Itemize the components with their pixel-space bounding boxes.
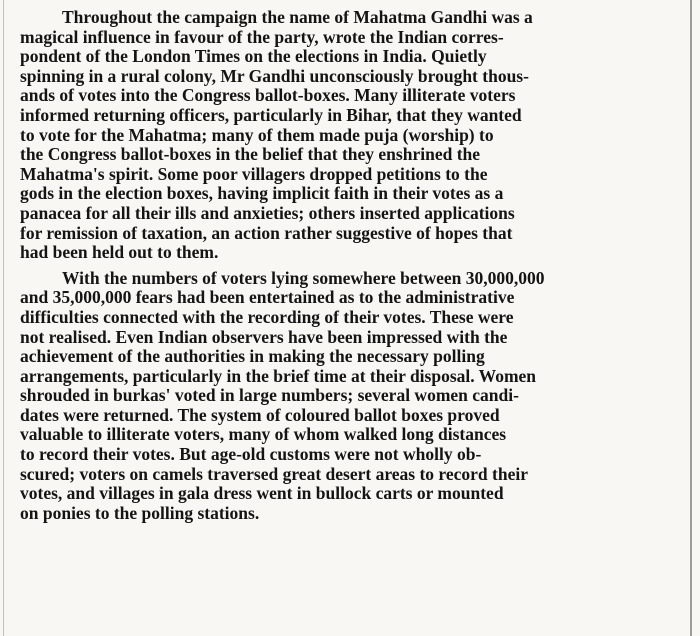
left-column-rule [3, 0, 4, 636]
text-line: panacea for all their ills and anxieties; others inserted applications [20, 202, 515, 223]
text-line: to record their votes. But age-old customs were not wholly ob- [20, 444, 482, 465]
text-line: achievement of the authorities in making the necessary polling [20, 346, 485, 367]
text-line: difficulties connected with the recording of their votes. These were [20, 306, 514, 327]
text-line: and 35,000,000 fears had been entertained as to the administrative [20, 287, 515, 308]
text-line: for remission of taxation, an action rather suggestive of hopes that [20, 222, 513, 243]
text-line: scured; voters on camels traversed great desert areas to record their [20, 463, 528, 484]
article-text [20, 8, 672, 523]
text-line: Mahatma's spirit. Some poor villagers dropped petitions to the [20, 163, 488, 184]
text-line: pondent of the London Times on the elections in India. Quietly [20, 46, 487, 67]
text-line: votes, and villages in gala dress went in bullock carts or mounted [20, 483, 504, 504]
text-line: informed returning officers, particularly in Bihar, that they wanted [20, 104, 522, 125]
text-line: arrangements, particularly in the brief time at their disposal. Women [20, 365, 537, 386]
paragraph-campaign [20, 8, 672, 263]
text-line: shrouded in burkas' voted in large numbers; several women candi- [20, 385, 519, 406]
text-line: magical influence in favour of the party, wrote the Indian corres- [20, 26, 504, 47]
text-line: ands of votes into the Congress ballot-boxes. Many illiterate voters [20, 85, 516, 106]
text-line: had been held out to them. [20, 242, 219, 263]
text-line: valuable to illiterate voters, many of whom walked long distances [20, 424, 507, 445]
text-line: dates were returned. The system of coloured ballot boxes proved [20, 404, 500, 425]
text-line: the Congress ballot-boxes in the belief that they enshrined the [20, 144, 481, 165]
text-line: With the numbers of voters lying somewhere between 30,000,000 [62, 267, 545, 288]
text-line: gods in the election boxes, having implicit faith in their votes as a [20, 183, 504, 204]
text-line: spinning in a rural colony, Mr Gandhi unconsciously brought thous- [20, 65, 529, 86]
text-line: Throughout the campaign the name of Mahatma Gandhi was a [62, 7, 533, 27]
text-line: to vote for the Mahatma; many of them made puja (worship) to [20, 124, 494, 145]
right-column-rule [690, 0, 692, 636]
text-line: not realised. Even Indian observers have been impressed with the [20, 326, 508, 347]
paragraph-voters [20, 269, 672, 524]
text-line: on ponies to the polling stations. [20, 502, 260, 523]
